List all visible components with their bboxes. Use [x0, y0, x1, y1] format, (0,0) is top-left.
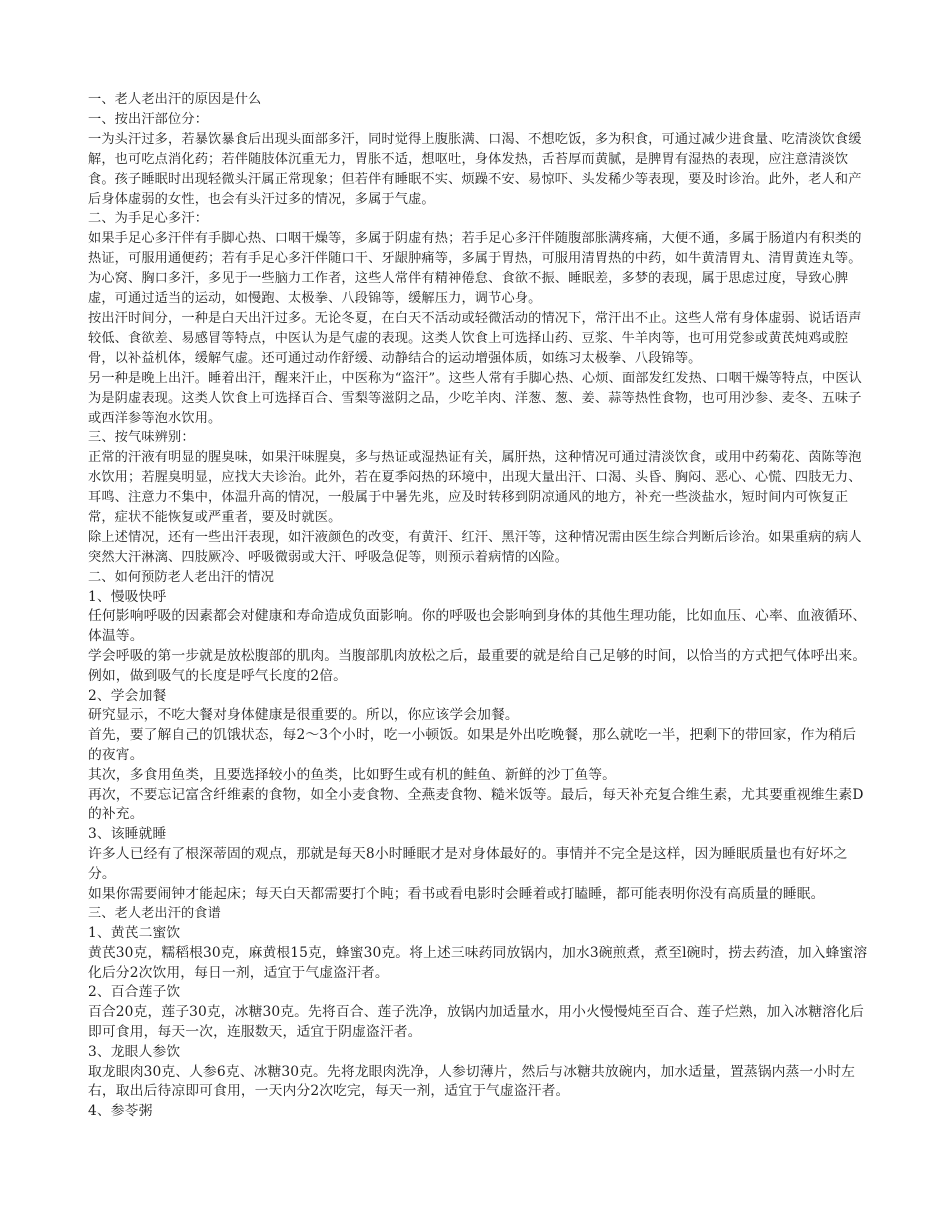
paragraph: 除上述情况，还有一些出汗表现，如汗液颜色的改变，有黄汗、红汗、黑汗等，这种情况需由医生综合判断后诊治。如果重病的病人突然大汗淋漓、四肢厥冷、呼吸微弱或大汗、呼吸急促等，则预示着病情的凶险。 — [88, 529, 862, 565]
heading-causes: 一、老人老出汗的原因是什么 — [88, 92, 262, 107]
subheading-recipe-4: 4、参苓粥 — [88, 1103, 153, 1120]
subheading-recipe-1: 1、黄芪二蜜饮 — [88, 925, 181, 942]
paragraph: 其次，多食用鱼类，且要选择较小的鱼类，比如野生或有机的鲑鱼、新鲜的沙丁鱼等。 — [88, 766, 617, 783]
subheading-hands-feet: 二、为手足心多汗： — [88, 211, 209, 227]
subheading-by-location: 一、按出汗部位分： — [88, 111, 209, 127]
paragraph: 任何影响呼吸的因素都会对健康和寿命造成负面影响。你的呼吸也会影响到身体的其他生理功能，比如血压、心率、血液循环、体温等。 — [88, 608, 867, 645]
heading-prevention: 二、如何预防老人老出汗的情况 — [88, 569, 275, 585]
subheading-breathing: 1、慢吸快呼 — [88, 588, 167, 605]
paragraph: 百合20克，莲子30克，冰糖30克。先将百合、莲子洗净，放锅内加适量水，用小火慢慢炖至百合、莲子烂熟，加入冰糖溶化后即可食用，每天一次，连服数天，适宜于阴虚盗汗者。 — [88, 1004, 864, 1041]
subheading-snacks: 2、学会加餐 — [88, 687, 167, 704]
paragraph: 按出汗时间分，一种是白天出汗过多。无论冬夏，在白天不活动或轻微活动的情况下，常汗出不止。这些人常有身体虚弱、说话语声较低、食欲差、易感冒等特点，中医认为是气虚的表现。这类人饮食上可选择山药、豆浆、牛羊肉等，也可用党参或黄芪炖鸡或腔骨，以补益机体，缓解气虚。还可通过动作舒缓、动静结合的运动增强体质，如练习太极拳、八段锦等。 — [88, 310, 862, 366]
paragraph: 一为头汗过多，若暴饮暴食后出现头面部多汗，同时觉得上腹胀满、口渴、不想吃饭，多为积食，可通过减少进食量、吃清淡饮食缓解，也可吃点消化药；若伴随肢体沉重无力，胃胀不适，想呕吐，身体发热，舌苔厚而黄腻，是脾胃有湿热的表现，应注意清淡饮食。孩子睡眠时出现轻微头汗属正常现象；但若伴有睡眠不实、烦躁不安、易惊吓、头发稀少等表现，要及时诊治。此外，老人和产后身体虚弱的女性，也会有头汗过多的情况，多属于气虚。 — [88, 131, 862, 207]
paragraph: 研究显示，不吃大餐对身体健康是很重要的。所以，你应该学会加餐。 — [88, 707, 519, 724]
paragraph: 另一种是晚上出汗。睡着出汗，醒来汗止，中医称为“盗汗”。这些人常有手脚心热、心烦、面部发红发热、口咽干燥等特点，中医认为是阴虚表现。这类人饮食上可选择百合、雪梨等滋阴之品，少吃羊肉、洋葱、葱、姜、蒜等热性食物，也可用沙参、麦冬、五味子或西洋参等泡水饮用。 — [88, 370, 863, 426]
subheading-recipe-3: 3、龙眼人参饮 — [88, 1043, 181, 1060]
paragraph: 正常的汗液有明显的腥臭味，如果汗味腥臭，多与热证或湿热证有关，属肝热，这种情况可通过清淡饮食，或用中药菊花、茵陈等泡水饮用；若腥臭明显，应找大夫诊治。此外，若在夏季闷热的环境中，出现大量出汗、口渴、头昏、胸闷、恶心、心慌、四肢无力、耳鸣、注意力不集中，体温升高的情况，一般属于中暑先兆，应及时转移到阴凉通风的地方，补充一些淡盐水，短时间内可恢复正常，症状不能恢复或严重者，要及时就医。 — [88, 450, 862, 526]
paragraph: 黄芪30克，糯稻根30克，麻黄根15克，蜂蜜30克。将上述三味药同放锅内，加水3碗煎煮，煮至l碗时，捞去药渣，加入蜂蜜溶化后分2次饮用，每日一剂，适宜于气虚盗汗者。 — [88, 944, 868, 981]
paragraph: 为心窝、胸口多汗，多见于一些脑力工作者，这些人常伴有精神倦怠、食欲不振、睡眠差，多梦的表现，属于思虑过度，导致心脾虚，可通过适当的运动，如慢跑、太极拳、八段锦等，缓解压力，调节心身。 — [88, 271, 849, 307]
paragraph: 首先，要了解自己的饥饿状态，每2～3个小时，吃一小顿饭。如果是外出吃晚餐，那么就吃一半，把剩下的带回家，作为稍后的夜宵。 — [88, 727, 857, 763]
paragraph: 如果你需要闹钟才能起床；每天白天都需要打个盹；看书或看电影时会睡着或打瞌睡，都可能表明你没有高质量的睡眠。 — [88, 885, 825, 902]
paragraph: 取龙眼肉30克、人参6克、冰糖30克。先将龙眼肉洗净，人参切薄片，然后与冰糖共放碗内，加水适量，置蒸锅内蒸一小时左右，取出后待凉即可食用，一天内分2次吃完，每天一剂，适宜于气虚盗汗者。 — [88, 1063, 856, 1100]
paragraph: 许多人已经有了根深蒂固的观点，那就是每天8小时睡眠才是对身体最好的。事情并不完全是这样，因为睡眠质量也有好坏之分。 — [88, 845, 848, 882]
heading-recipes: 三、老人老出汗的食谱 — [88, 906, 221, 922]
paragraph: 如果手足心多汗伴有手脚心热、口咽干燥等，多属于阴虚有热；若手足心多汗伴随腹部胀满疼痛，大便不通，多属于肠道内有积类的热证，可服用通便药；若有手足心多汗伴随口干、牙龈肿痛等，多属于胃热，可服用清胃热的中药，如牛黄清胃丸、清胃黄连丸等。 — [88, 231, 862, 267]
section-causes — [88, 90, 868, 568]
subheading-by-odor: 三、按气味辨别： — [88, 430, 195, 446]
subheading-sleep: 3、该睡就睡 — [88, 826, 167, 843]
subheading-recipe-2: 2、百合莲子饮 — [88, 984, 181, 1001]
paragraph: 学会呼吸的第一步就是放松腹部的肌肉。当腹部肌肉放松之后，最重要的就是给自己足够的时间，以恰当的方式把气体呼出来。例如，做到吸气的长度是呼气长度的2倍。 — [88, 647, 867, 684]
section-prevention-and-recipes — [88, 568, 868, 1122]
paragraph: 再次，不要忘记富含纤维素的食物，如全小麦食物、全燕麦食物、糙米饭等。最后，每天补充复合维生素，尤其要重视维生素D的补充。 — [88, 786, 864, 823]
document-page — [88, 90, 868, 1122]
